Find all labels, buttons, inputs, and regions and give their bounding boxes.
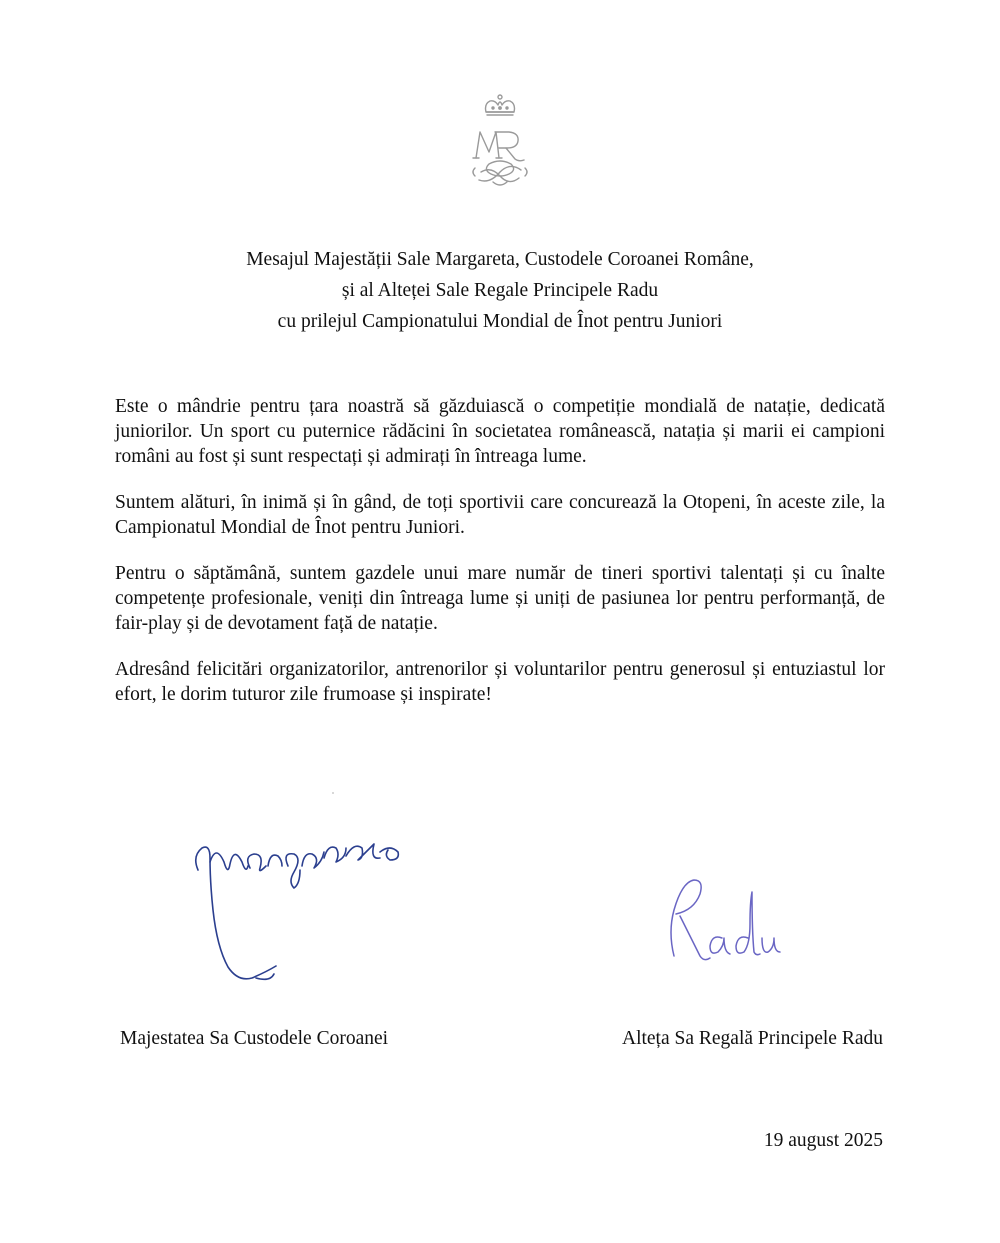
paragraph-1: Este o mândrie pentru țara noastră să găzduiască o competiție mondială de natație, dedicată juniorilor. Un sport cu puternice rădăcini în societatea românească, natația și marii ei campioni români au fost și sunt respectați și admirați în întreaga lume. (115, 396, 885, 467)
title-line-1: Mesajul Majestății Sale Margareta, Custodele Coroanei Române, (246, 249, 754, 270)
royal-crown-monogram-icon (459, 92, 541, 192)
paragraph-4: Adresând felicitări organizatorilor, antrenorilor și voluntarilor pentru generosul și entuziastul lor efort, le dorim tuturor zile frumoase și inspirate! (115, 659, 885, 705)
message-body (115, 394, 885, 728)
signature-margareta (190, 822, 410, 987)
title-line-3: cu prilejul Campionatului Mondial de Înot pentru Juniori (277, 311, 723, 332)
paper-speck (332, 792, 334, 794)
letter-date: 19 august 2025 (763, 1130, 883, 1151)
message-title (0, 244, 1000, 337)
signature-radu (660, 872, 790, 967)
paragraph-3: Pentru o săptămână, suntem gazdele unui mare număr de tineri sportivi talentați și cu înalte competențe profesionale, veniți din întreaga lume și uniți de pasiunea lor pentru performanță, de fair-play și de devotament față de natație. (115, 563, 885, 634)
title-line-2: și al Alteței Sale Regale Principele Radu (341, 280, 659, 301)
paragraph-2: Suntem alături, în inimă și în gând, de toți sportivii care concurează la Otopeni, în aceste zile, la Campionatul Mondial de Înot pentru Juniori. (115, 492, 885, 538)
signature-caption-right: Alteța Sa Regală Principele Radu (621, 1028, 883, 1049)
signature-caption-left: Majestatea Sa Custodele Coroanei (120, 1028, 389, 1049)
